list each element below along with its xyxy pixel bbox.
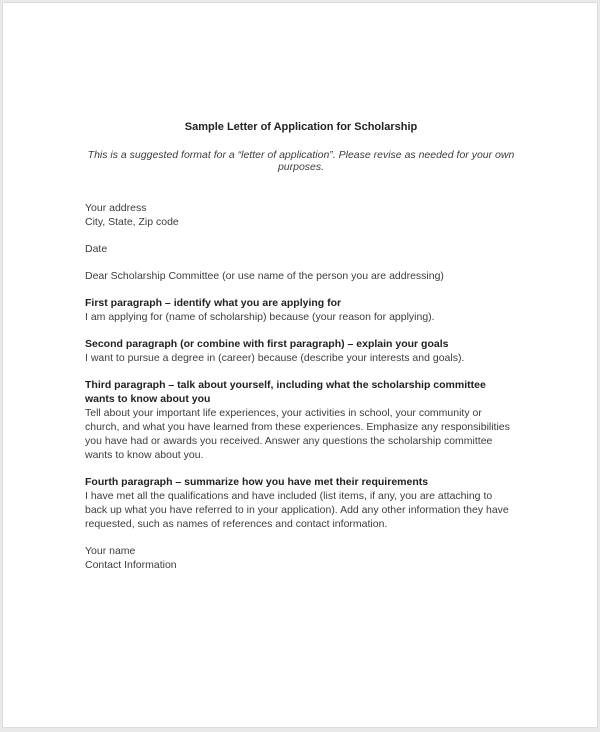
paragraph-body: I want to pursue a degree in (career) because (describe your interests and goals).: [85, 352, 465, 364]
date-line: Date: [85, 243, 108, 255]
signature-contact: Contact Information: [85, 559, 177, 571]
paragraph-heading: First paragraph – identify what you are applying for: [85, 297, 342, 309]
paragraph-body: Tell about your important life experiences, your activities in school, your community or church, and what you have learned from these experiences. Emphasize any responsibilities you have had or awards you received. Answer any questions the scholarship committee wants to know about you.: [85, 407, 510, 461]
paragraph-heading: Third paragraph – talk about yourself, including what the scholarship committee wants to know about you: [85, 379, 486, 405]
date-block: [85, 242, 517, 256]
letter-subtitle: This is a suggested format for a “letter of application”. Please revise as needed for your own purposes.: [87, 149, 515, 173]
address-line-1: Your address: [85, 202, 147, 214]
paragraph-body: I am applying for (name of scholarship) because (your reason for applying).: [85, 311, 435, 323]
paragraph-heading: Fourth paragraph – summarize how you have met their requirements: [85, 476, 429, 488]
signature-block: [85, 544, 517, 572]
salutation-line: Dear Scholarship Committee (or use name of the person you are addressing): [85, 270, 444, 282]
paragraph-section-4: [85, 475, 517, 531]
paragraph-body: I have met all the qualifications and have included (list items, if any, you are attaching to back up what you have referred to in your application). Add any other information they have requested, such as names of references and contact information.: [85, 490, 509, 530]
paragraph-heading: Second paragraph (or combine with first paragraph) – explain your goals: [85, 338, 449, 350]
signature-name: Your name: [85, 545, 136, 557]
paragraph-section-2: [85, 337, 517, 365]
address-line-2: City, State, Zip code: [85, 216, 179, 228]
paragraph-section-1: [85, 296, 517, 324]
paragraph-section-3: [85, 378, 517, 462]
document-content: [3, 3, 597, 572]
salutation-block: [85, 269, 517, 283]
letter-title: Sample Letter of Application for Scholarship: [184, 121, 418, 133]
address-block: [85, 201, 517, 229]
document-page: [2, 2, 598, 728]
